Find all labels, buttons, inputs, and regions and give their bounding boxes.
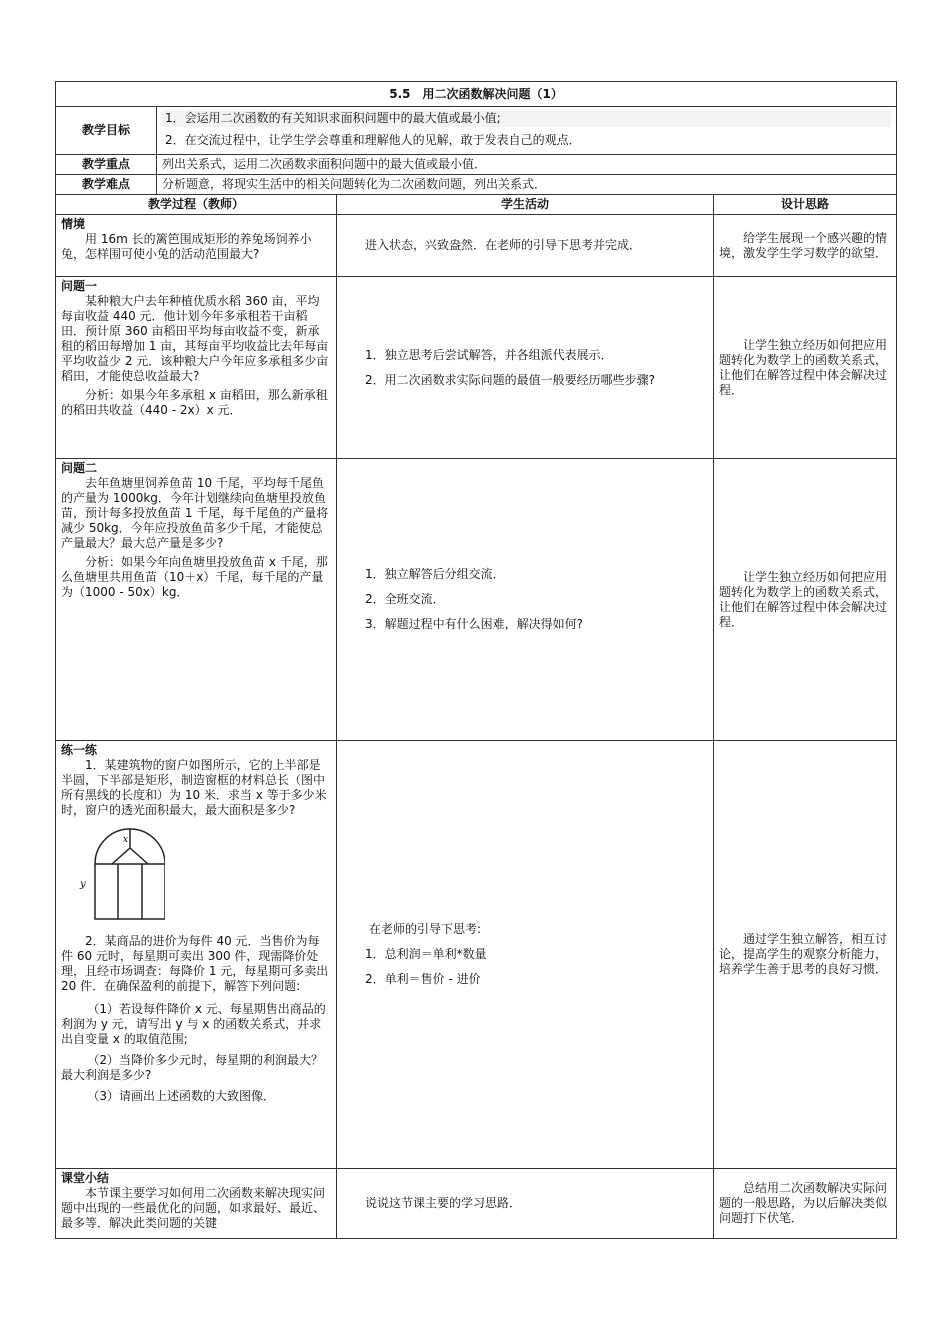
q1-row (56, 277, 897, 459)
title-row (56, 82, 897, 107)
situation-student: 进入状态，兴致盎然．在老师的引导下思考并完成． (337, 215, 714, 277)
header-row (56, 195, 897, 215)
practice-sub-2: （2）当降价多少元时，每星期的利润最大？最大利润是多少? (61, 1053, 324, 1082)
q1-analysis: 分析：如果今年多承租 x 亩稻田，那么新承租的稻田共收益（440 - 2x）x 元． (61, 388, 328, 417)
practice-student-2: 2．单利＝售价 - 进价 (365, 972, 481, 986)
q1-design: 让学生独立经历如何把应用题转化为数学上的函数关系式，让他们在解答过程中体会解决过程． (714, 277, 897, 459)
practice-p1: 1．某建筑物的窗户如图所示，它的上半部是半圆，下半部是矩形，制造窗框的材料总长（图中所有黑线的长度和）为 10 米．求当 x 等于多少米时，窗户的透光面积最大，最大面积是多少? (61, 758, 327, 817)
window-x-label: x (123, 835, 129, 845)
q2-title: 问题二 (61, 461, 98, 475)
lesson-table (55, 81, 897, 1239)
situation-teacher (56, 215, 337, 277)
q2-student (337, 459, 714, 741)
window-arch-left (112, 848, 130, 864)
summary-student: 说说这节课主要的学习思路． (337, 1169, 714, 1239)
practice-student-intro: 在老师的引导下思考: (369, 922, 482, 936)
objectives-label: 教学目标 (56, 107, 157, 155)
key-point-row (56, 155, 897, 175)
practice-row (56, 741, 897, 1169)
situation-text: 用 16m 长的篱笆围成矩形的养兔场饲养小兔，怎样围可使小兔的活动范围最大? (61, 232, 312, 261)
summary-title: 课堂小结 (61, 1171, 110, 1185)
practice-title: 练一练 (61, 743, 98, 757)
practice-sub-1: （1）若设每件降价 x 元、每星期售出商品的利润为 y 元，请写出 y 与 x 的函数关系式，并求出自变量 x 的取值范围; (61, 1002, 326, 1046)
q1-student-2: 2．用二次函数求实际问题的最值一般要经历哪些步骤? (365, 372, 656, 387)
key-point-label: 教学重点 (56, 155, 157, 175)
practice-sub-3: （3）请画出上述函数的大致图像． (87, 1089, 276, 1103)
window-diagram (79, 824, 165, 922)
summary-text: 本节课主要学习如何用二次函数来解决现实问题中出现的一些最优化的问题，如求最好、最近、最多等．解决此类问题的关键 (61, 1186, 326, 1230)
q1-teacher (56, 277, 337, 459)
difficulty-label: 教学难点 (56, 175, 157, 195)
practice-student (337, 741, 714, 1169)
summary-design: 总结用二次函数解决实际问题的一般思路，为以后解决类似问题打下伏笔． (714, 1169, 897, 1239)
q2-analysis: 分析：如果今年向鱼塘里投放鱼苗 x 千尾，那么鱼塘里共用鱼苗（10＋x）千尾，每千尾的产量为（1000 - 50x）kg． (61, 555, 328, 599)
situation-row (56, 215, 897, 277)
practice-p2: 2．某商品的进价为每件 40 元．当售价为每件 60 元时，每星期可卖出 300 件，现需降价处理，且经市场调查：每降价 1 元，每星期可多卖出 20 件．在确保盈利的前提下，解答下列问题: (61, 934, 329, 993)
lesson-plan (55, 81, 896, 1239)
objective-2: 2．在交流过程中，让学生学会尊重和理解他人的见解，敢于发表自己的观点． (165, 133, 581, 147)
q1-title: 问题一 (61, 279, 98, 293)
header-student: 学生活动 (337, 195, 714, 215)
header-design: 设计思路 (714, 195, 897, 215)
situation-title: 情境 (61, 217, 86, 231)
q2-student-2: 2．全班交流． (365, 592, 445, 606)
q1-student (337, 277, 714, 459)
q2-text: 去年鱼塘里饲养鱼苗 10 千尾，平均每千尾鱼的产量为 1000kg．今年计划继续向鱼塘里投放鱼苗，预计每多投放鱼苗 1 千尾，每千尾鱼的产量将减少 50kg．今年应投放鱼苗多少千尾，才能使总产量最大？最大总产量是多少? (61, 476, 329, 550)
q2-student-1: 1．独立解答后分组交流． (365, 567, 505, 581)
q1-text: 某种粮大户去年种植优质水稻 360 亩，平均每亩收益 440 元．他计划今年多承租若干亩稻田．预计原 360 亩稻田平均每亩收益不变，新承租的稻田每增加 1 亩，其每亩平均收益比去年每亩平均收益少 2 元．该种粮大户今年应多承租多少亩稻田，才能使总收益最大? (61, 294, 329, 383)
difficulty-row (56, 175, 897, 195)
q2-row (56, 459, 897, 741)
situation-design: 给学生展现一个感兴趣的情境，激发学生学习数学的欲望． (714, 215, 897, 277)
q1-student-1: 1．独立思考后尝试解答，并各组派代表展示． (365, 347, 613, 362)
lesson-title: 5.5 用二次函数解决问题（1） (56, 82, 897, 107)
practice-student-1: 1．总利润＝单利*数量 (365, 947, 487, 961)
window-figure (79, 824, 331, 926)
objectives-row (56, 107, 897, 155)
window-y-label: y (80, 879, 86, 890)
objectives-content (157, 107, 897, 155)
summary-teacher (56, 1169, 337, 1239)
window-arch-right (130, 848, 148, 864)
objective-1: 1．会运用二次函数的有关知识求面积问题中的最大值或最小值; (162, 110, 891, 127)
q2-teacher (56, 459, 337, 741)
practice-teacher (56, 741, 337, 1169)
q2-student-3: 3．解题过程中有什么困难，解决得如何? (365, 617, 584, 631)
key-point-text: 列出关系式，运用二次函数求面积问题中的最大值或最小值． (157, 155, 897, 175)
summary-row (56, 1169, 897, 1239)
difficulty-text: 分析题意，将现实生活中的相关问题转化为二次函数问题，列出关系式． (157, 175, 897, 195)
q2-design: 让学生独立经历如何把应用题转化为数学上的函数关系式，让他们在解答过程中体会解决过程． (714, 459, 897, 741)
header-process: 教学过程（教师） (56, 195, 337, 215)
practice-design: 通过学生独立解答，相互讨论，提高学生的观察分析能力，培养学生善于思考的良好习惯． (714, 741, 897, 1169)
